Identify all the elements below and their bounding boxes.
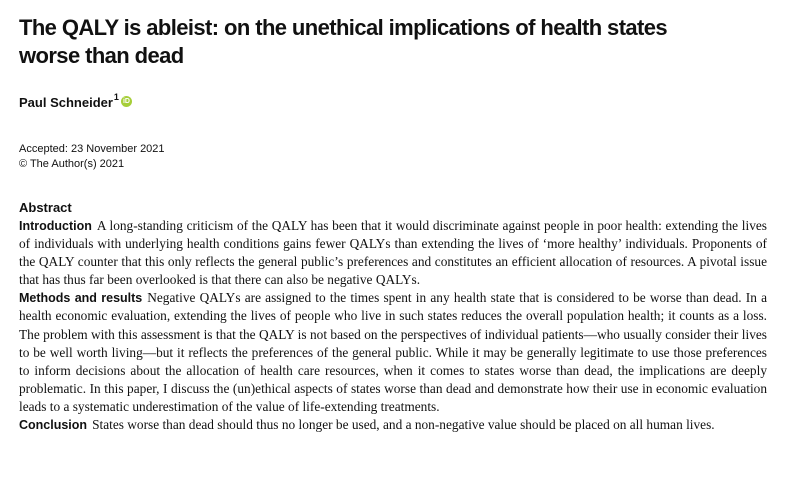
abstract-section-conclusion xyxy=(19,416,767,434)
copyright-notice: © The Author(s) 2021 xyxy=(19,158,125,170)
section-label: Introduction xyxy=(19,219,92,233)
publication-meta xyxy=(19,142,165,172)
section-text: Negative QALYs are assigned to the times spent in any health state that is considered to be worse than dead. In a health economic evaluation, extending the lives of people who live in such states reduces the overall population health; it counts as a loss. The problem with this assessment is that the QALY is not based on the perspectives of individual patients—who usually consider their lives to be well worth living—but it reflects the preferences of the general public. While it may be generally legitimate to use those preferences to inform decisions about the allocation of health care resources, when it comes to states worse than dead, the implications are deeply problematic. In this paper, I discuss the (un)ethical aspects of states worse than dead and demonstrate how their use in economic evaluation leads to a systematic underestimation of the value of life-extending treatments. xyxy=(19,290,768,414)
abstract xyxy=(19,199,767,434)
abstract-section-methods xyxy=(19,289,767,416)
abstract-body xyxy=(19,217,767,434)
author-name[interactable]: Paul Schneider xyxy=(19,95,113,110)
author-line xyxy=(19,92,132,110)
affiliation-mark[interactable]: 1 xyxy=(113,92,119,102)
abstract-section-introduction xyxy=(19,217,767,289)
section-label: Conclusion xyxy=(19,418,88,433)
paper-page xyxy=(19,14,769,433)
section-text: States worse than dead should thus no longer be used, and a non-negative value should be placed on all human lives. xyxy=(92,417,715,433)
section-label: Methods and results xyxy=(19,291,143,306)
accepted-date: Accepted: 23 November 2021 xyxy=(19,143,165,155)
orcid-icon[interactable]: iD xyxy=(122,98,130,105)
paper-title: The QALY is ableist: on the unethical implications of health states worse than dead xyxy=(19,15,668,68)
section-text: A long-standing criticism of the QALY has been that it would discriminate against people in poor health: extending the lives of individuals with underlying health conditions gains fewer QALYs than extending the lives of ‘more healthy’ individuals. Proponents of the QALY counter that this only reflects the general public’s preferences and constitutes an efficient allocation of resources. A pivotal issue that has thus far been overlooked is that there can also be negative QALYs. xyxy=(19,218,767,288)
abstract-heading: Abstract xyxy=(19,200,72,215)
